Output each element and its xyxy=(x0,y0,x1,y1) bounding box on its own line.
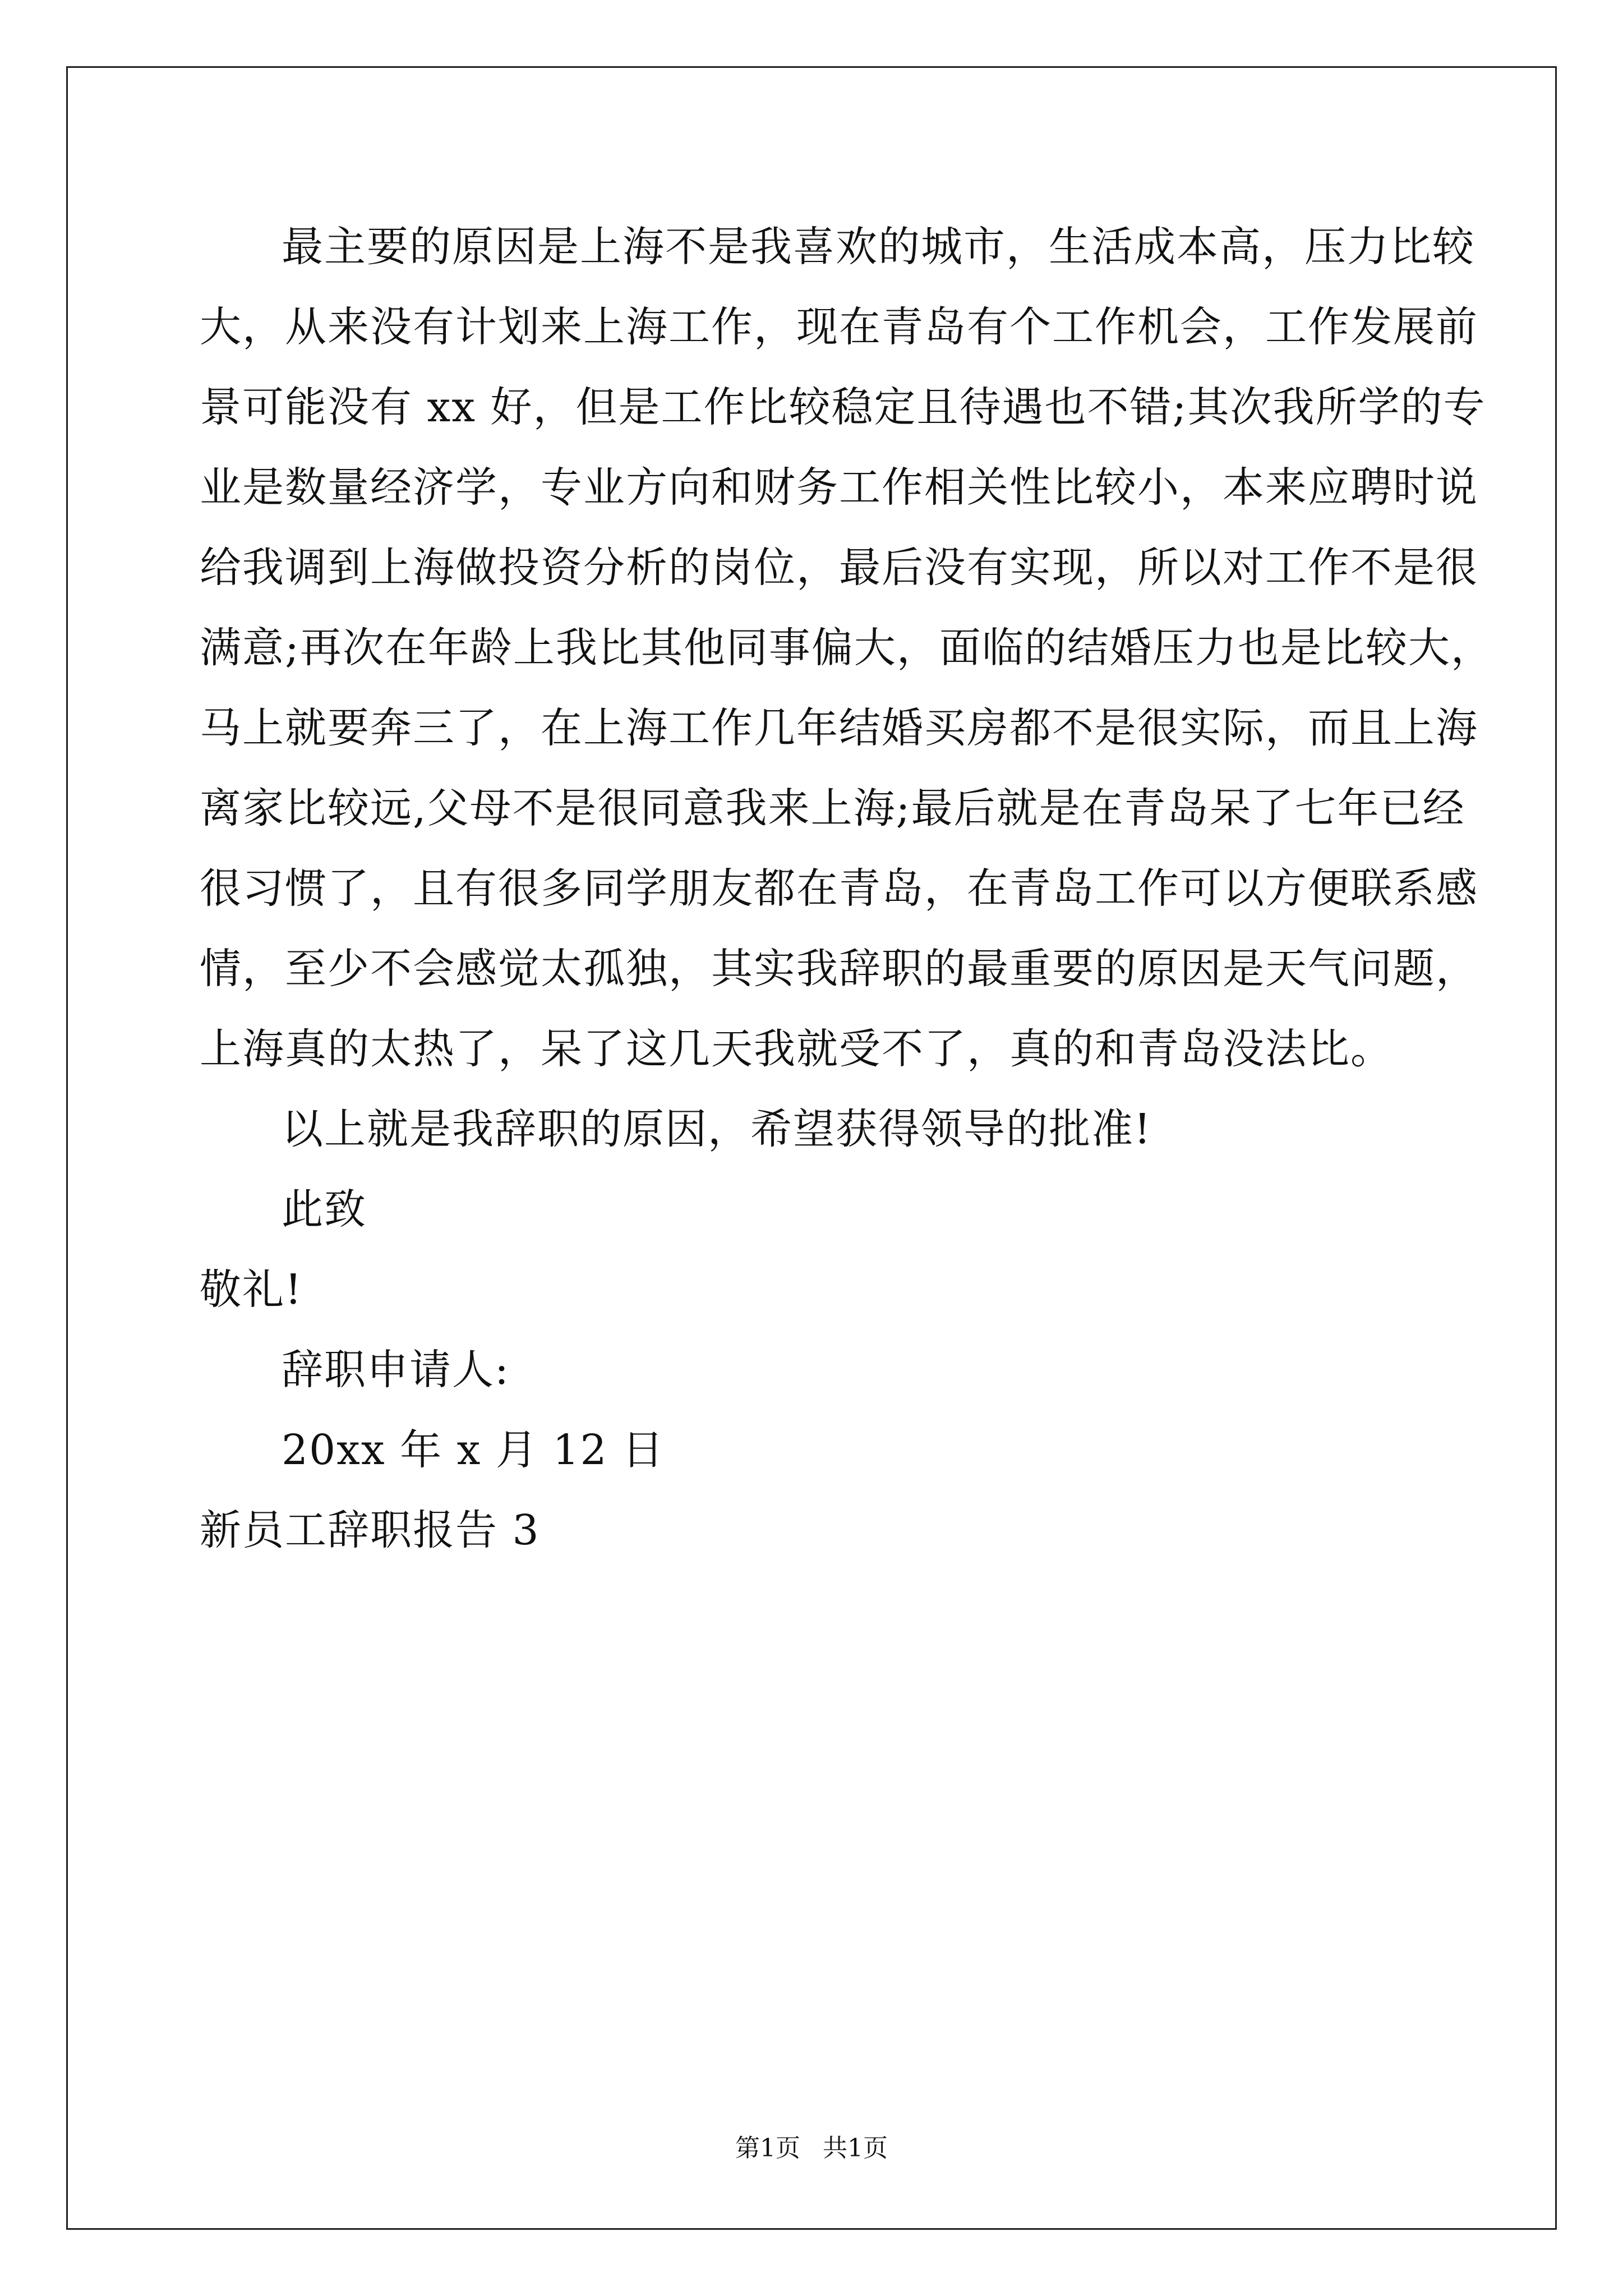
signature-label: 辞职申请人: xyxy=(282,1346,510,1394)
salutation-jing-li: 敬礼! xyxy=(200,1266,303,1314)
page-footer xyxy=(0,2133,1623,2164)
paragraph-line-1: 最主要的原因是上海不是我喜欢的城市，生活成本高，压力比较 xyxy=(282,223,1475,271)
page-total: 共1页 xyxy=(823,2134,888,2162)
closing-statement: 以上就是我辞职的原因，希望获得领导的批准! xyxy=(282,1105,1152,1153)
paragraph-line-7: 马上就要奔三了，在上海工作几年结婚买房都不是很实际，而且上海 xyxy=(200,704,1478,752)
paragraph-line-6: 满意;再次在年龄上我比其他同事偏大，面临的结婚压力也是比较大， xyxy=(200,624,1493,672)
salutation-ci-zhi: 此致 xyxy=(282,1185,367,1234)
paragraph-line-8: 离家比较远,父母不是很同意我来上海;最后就是在青岛呆了七年已经 xyxy=(200,784,1465,832)
paragraph-line-2: 大，从来没有计划来上海工作，现在青岛有个工作机会，工作发展前 xyxy=(200,303,1478,351)
paragraph-line-3: 景可能没有 xx 好，但是工作比较稳定且待遇也不错;其次我所学的专 xyxy=(200,383,1486,431)
paragraph-line-4: 业是数量经济学，专业方向和财务工作相关性比较小，本来应聘时说 xyxy=(200,463,1478,512)
paragraph-line-10: 情，至少不会感觉太孤独，其实我辞职的最重要的原因是天气问题， xyxy=(200,945,1478,993)
next-section-title: 新员工辞职报告 3 xyxy=(200,1506,540,1554)
page-number: 第1页 xyxy=(735,2134,800,2162)
paragraph-line-9: 很习惯了，且有很多同学朋友都在青岛，在青岛工作可以方便联系感 xyxy=(200,864,1478,913)
paragraph-line-11: 上海真的太热了，呆了这几天我就受不了，真的和青岛没法比。 xyxy=(200,1025,1393,1073)
paragraph-line-5: 给我调到上海做投资分析的岗位，最后没有实现，所以对工作不是很 xyxy=(200,544,1478,592)
document-date: 20xx 年 x 月 12 日 xyxy=(282,1426,665,1474)
